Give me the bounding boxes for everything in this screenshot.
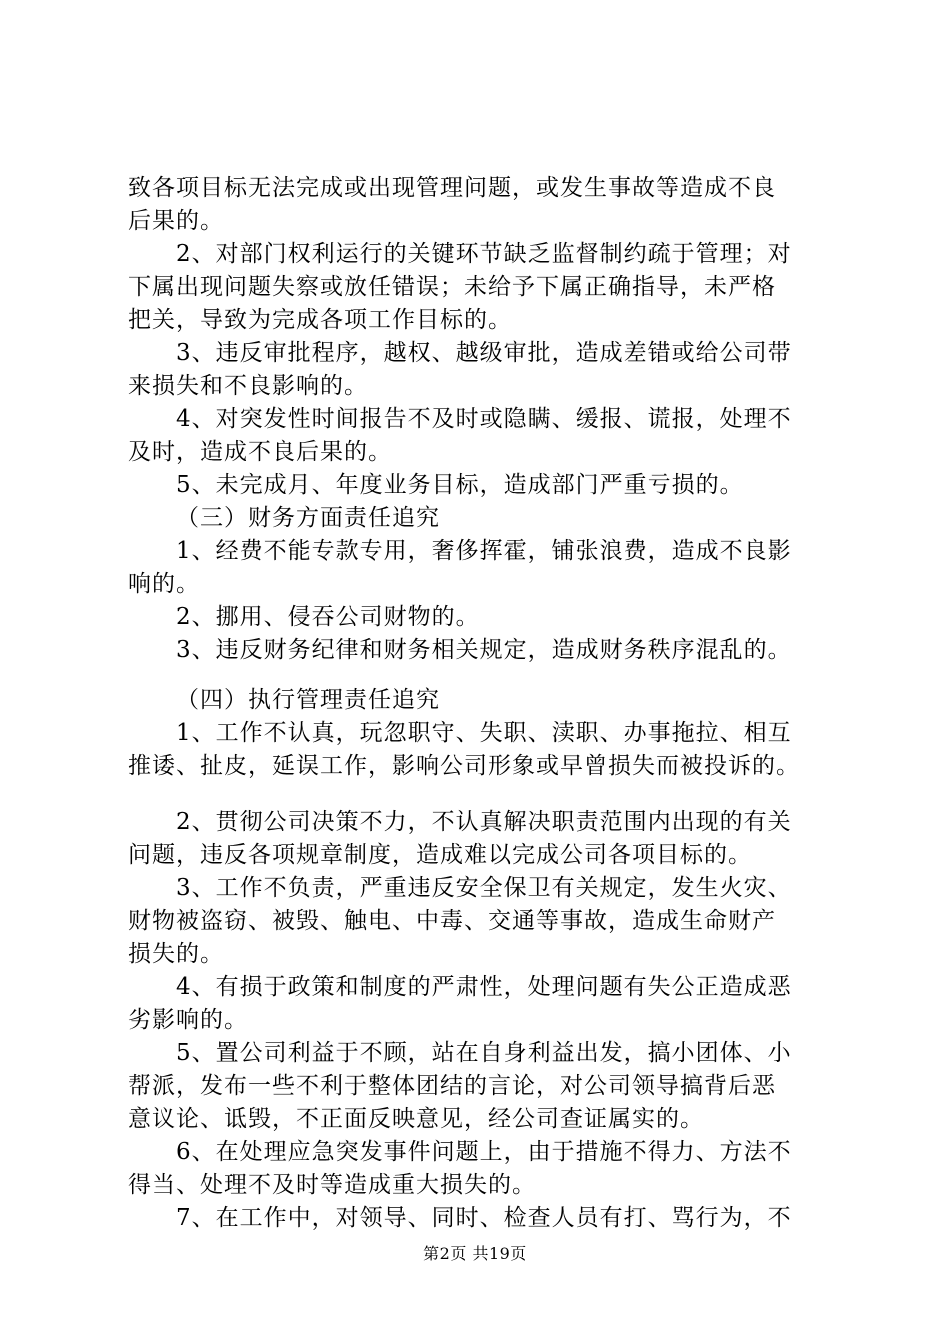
paragraph-spacer [128, 667, 838, 684]
paragraph-spacer [128, 783, 838, 806]
paragraph-line: 来损失和不良影响的。 [128, 373, 368, 399]
paragraph-line: 2、挪用、侵吞公司财物的。 [176, 604, 480, 630]
paragraph-line: 5、置公司利益于不顾，站在自身利益出发，搞小团体、小 [176, 1040, 792, 1066]
paragraph-line: 后果的。 [128, 208, 224, 234]
paragraph-line: 损失的。 [128, 941, 224, 967]
paragraph-line: 1、工作不认真，玩忽职守、失职、渎职、办事拖拉、相互 [176, 720, 792, 746]
section-heading: （四）执行管理责任追究 [176, 687, 440, 713]
paragraph-line: 致各项目标无法完成或出现管理问题，或发生事故等造成不良 [128, 175, 776, 201]
paragraph-line: 1、经费不能专款专用，奢侈挥霍，铺张浪费，造成不良影 [176, 538, 792, 564]
paragraph-line: 3、工作不负责，严重违反安全保卫有关规定，发生火灾、 [176, 875, 792, 901]
paragraph-line: 4、有损于政策和制度的严肃性，处理问题有失公正造成恶 [176, 974, 792, 1000]
paragraph-line: 响的。 [128, 571, 200, 597]
paragraph-line: 推诿、扯皮，延误工作，影响公司形象或早曾损失而被投诉的。 [128, 753, 800, 779]
paragraph-line: 帮派，发布一些不利于整体团结的言论，对公司领导搞背后恶 [128, 1073, 776, 1099]
document-body [128, 172, 838, 1235]
paragraph-line: 5、未完成月、年度业务目标，造成部门严重亏损的。 [176, 472, 744, 498]
paragraph-line: 6、在处理应急突发事件问题上，由于措施不得力、方法不 [176, 1139, 792, 1165]
paragraph-line: 2、对部门权利运行的关键环节缺乏监督制约疏于管理；对 [176, 241, 792, 267]
paragraph-line: 7、在工作中，对领导、同时、检查人员有打、骂行为，不 [176, 1205, 792, 1231]
paragraph-line: 财物被盗窃、被毁、触电、中毒、交通等事故，造成生命财产 [128, 908, 776, 934]
paragraph-line: 下属出现问题失察或放任错误；未给予下属正确指导，未严格 [128, 274, 776, 300]
paragraph-line: 3、违反审批程序，越权、越级审批，造成差错或给公司带 [176, 340, 792, 366]
paragraph-line: 4、对突发性时间报告不及时或隐瞒、缓报、谎报，处理不 [176, 406, 792, 432]
page-number-footer: 第2页 共19页 [423, 1244, 527, 1263]
section-heading: （三）财务方面责任追究 [176, 505, 440, 531]
paragraph-line: 得当、处理不及时等造成重大损失的。 [128, 1172, 536, 1198]
paragraph-line: 及时，造成不良后果的。 [128, 439, 392, 465]
paragraph-line: 问题，违反各项规章制度，造成难以完成公司各项目标的。 [128, 842, 752, 868]
paragraph-line: 2、贯彻公司决策不力，不认真解决职责范围内出现的有关 [176, 809, 792, 835]
paragraph-line: 意议论、诋毁，不正面反映意见，经公司查证属实的。 [128, 1106, 704, 1132]
paragraph-line: 劣影响的。 [128, 1007, 248, 1033]
paragraph-line: 3、违反财务纪律和财务相关规定，造成财务秩序混乱的。 [176, 637, 792, 663]
paragraph-line: 把关，导致为完成各项工作目标的。 [128, 307, 512, 333]
